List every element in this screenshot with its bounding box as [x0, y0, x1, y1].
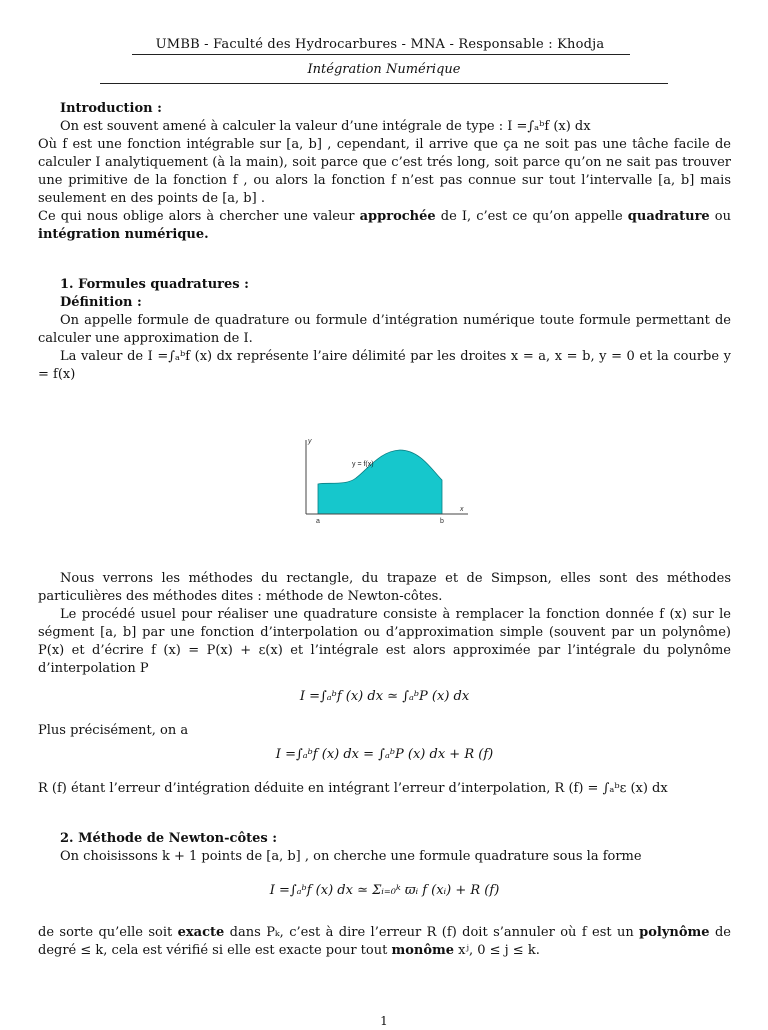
section1-paragraph-6: R (f) étant l’erreur d’intégration déduite en intégrant l’erreur d’interpolation, R (f) = ∫ₐᵇε (x) dx — [38, 781, 668, 796]
equation-newton-cotes: I =∫ₐᵇf (x) dx ≃ Σᵢ₌₀ᵏ ϖᵢ f (xᵢ) + R (f) — [269, 883, 500, 898]
header-rule-bottom — [100, 83, 668, 84]
section2-paragraph-1: On choisissons k + 1 points de [a, b] , on cherche une formule quadrature sous la forme — [60, 849, 642, 864]
emphasis-integration: intégration numérique. — [38, 227, 209, 242]
equation-exact: I =∫ₐᵇf (x) dx = ∫ₐᵇP (x) dx + R (f) — [275, 747, 494, 762]
section2-paragraph-2: de sorte qu’elle soit exacte dans Pₖ, c’est à dire l’erreur R (f) doit s’annuler où f est un polynôme de degré ≤ k, cela est vérifié si elle est exacte pour tout monôme xʲ, 0 ≤ j ≤ k. — [38, 925, 731, 958]
equation-approximation: I =∫ₐᵇf (x) dx ≃ ∫ₐᵇP (x) dx — [299, 689, 470, 704]
section1-subheading: Définition : — [60, 295, 142, 310]
header-rule-top — [132, 54, 630, 55]
section1-paragraph-1: On appelle formule de quadrature ou formule d’intégration numérique toute formule permettant de calculer une approximation de I. — [38, 313, 731, 346]
curve-label: y = f(x) — [352, 461, 374, 468]
section1-paragraph-5: Plus précisément, on a — [38, 723, 189, 738]
area-fill — [318, 450, 442, 514]
area-under-curve-figure — [296, 434, 476, 526]
y-axis-label: y — [308, 438, 312, 445]
intro-paragraph-3: Ce qui nous oblige alors à chercher une valeur approchée de I, c’est ce qu’on appelle quadrature ou intégration numérique. — [38, 209, 731, 242]
intro-paragraph-1: On est souvent amené à calculer la valeur d’une intégrale de type : I =∫ₐᵇf (x) dx — [60, 119, 591, 134]
emphasis-approchee: approchée — [359, 209, 436, 224]
emphasis-exacte: exacte — [177, 925, 225, 940]
header-course — [125, 36, 635, 54]
a-label: a — [316, 518, 320, 525]
b-label: b — [440, 518, 444, 525]
emphasis-monome: monôme — [391, 943, 455, 958]
header-line1: UMBB - Faculté des Hydrocarbures - MNA - Responsable : Khodja — [155, 37, 605, 52]
section2-heading: 2. Méthode de Newton-côtes : — [60, 831, 278, 846]
figure-svg — [296, 434, 476, 526]
page-number: 1 — [380, 1014, 388, 1028]
intro-heading: Introduction : — [60, 101, 162, 116]
emphasis-quadrature: quadrature — [627, 209, 710, 224]
section1-heading: 1. Formules quadratures : — [60, 277, 249, 292]
header-title: Intégration Numérique — [307, 62, 461, 77]
section1-paragraph-4: Le procédé usuel pour réaliser une quadrature consiste à remplacer la fonction donnée f (x) sur le ségment [a, b] par une fonction d’interpolation ou d’approximation simple (souvent par un polynôme) P(x) et d’écrire f (x) = P(x) + ε(x) et l’intégrale est alors approximée par l’intégrale du polynôme d’interpolation P — [38, 607, 731, 676]
intro-paragraph-2: Où f est une fonction intégrable sur [a, b] , cependant, il arrive que ça ne soit pas une tâche facile de calculer I analytiquement (à la main), soit parce que c’est trés long, soit parce qu’on ne sait pas trouver une primitive de la fonction f , ou alors la fonction f n’est pas connue sur tout l’intervalle [a, b] mais seulement en des points de [a, b] . — [38, 137, 731, 206]
section1-paragraph-3: Nous verrons les méthodes du rectangle, du trapaze et de Simpson, elles sont des méthodes particulières des méthodes dites : méthode de Newton-côtes. — [38, 571, 731, 604]
document-body — [38, 100, 731, 960]
section1-paragraph-2: La valeur de I =∫ₐᵇf (x) dx représente l’aire délimité par les droites x = a, x = b, y = 0 et la courbe y = f(x) — [38, 349, 731, 382]
x-axis-label: x — [460, 506, 464, 513]
emphasis-polynome: polynôme — [639, 925, 710, 940]
